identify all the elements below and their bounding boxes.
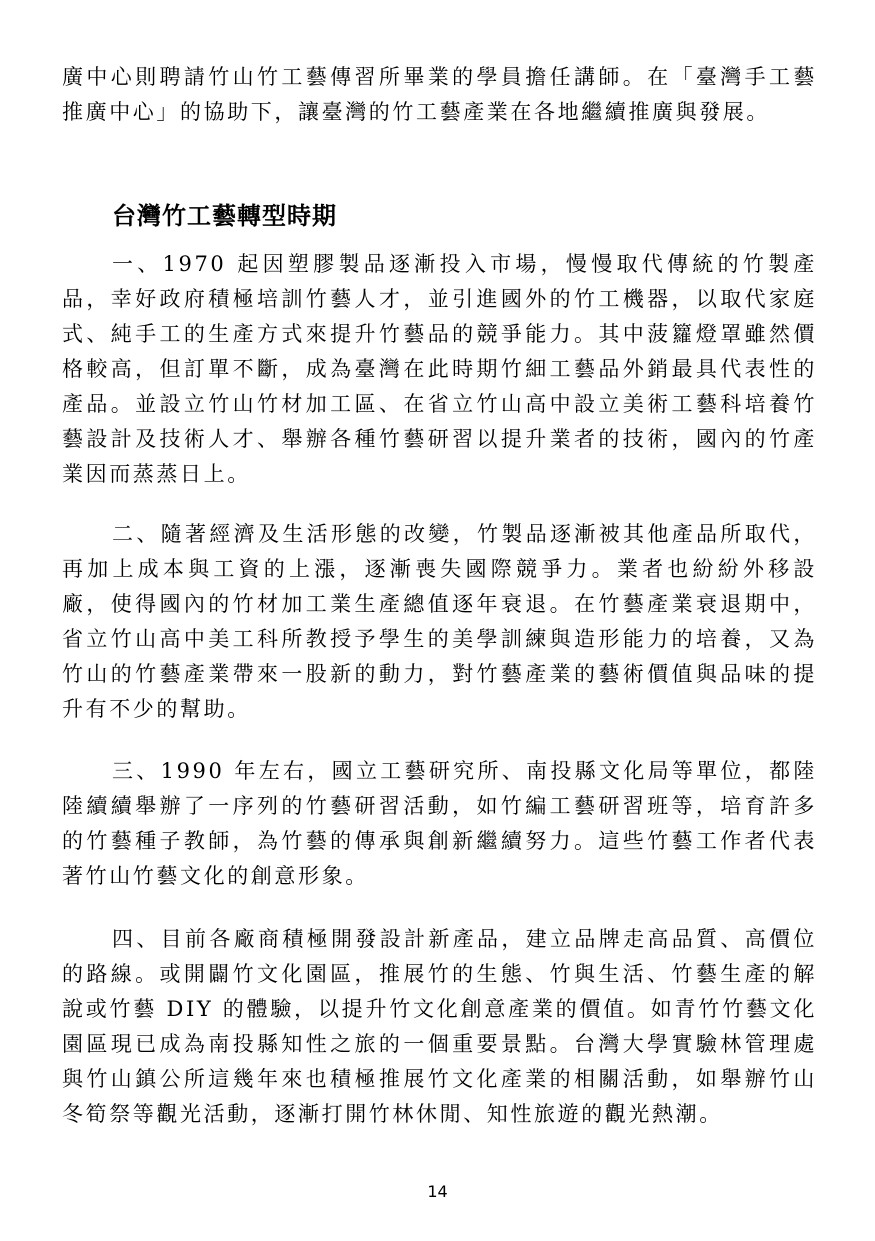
section-heading: 台灣竹工藝轉型時期 xyxy=(112,202,337,230)
paragraph-1: 一、1970 起因塑膠製品逐漸投入市場，慢慢取代傳統的竹製產品，幸好政府積極培訓竹藝人才，並引進國外的竹工機器，以取代家庭式、純手工的生產方式來提升竹藝品的競爭能力。其中菠籮燈罩雖然價格較高，但訂單不斷，成為臺灣在此時期竹細工藝品外銷最具代表性的產品。並設立竹山竹材加工區、在省立竹山高中設立美術工藝科培養竹藝設計及技術人才、舉辦各種竹藝研習以提升業者的技術，國內的竹產業因而蒸蒸日上。 xyxy=(62,252,817,486)
page-number: 14 xyxy=(427,1182,448,1201)
paragraph-2: 二、隨著經濟及生活形態的改變，竹製品逐漸被其他產品所取代，再加上成本與工資的上漲，逐漸喪失國際競爭力。業者也紛紛外移設廠，使得國內的竹材加工業生產總值逐年衰退。在竹藝產業衰退期中，省立竹山高中美工科所教授予學生的美學訓練與造形能力的培養，又為竹山的竹藝產業帶來一股新的動力，對竹藝產業的藝術價值與品味的提升有不少的幫助。 xyxy=(62,522,817,721)
continued-paragraph: 廣中心則聘請竹山竹工藝傳習所畢業的學員擔任講師。在「臺灣手工藝推廣中心」的協助下，讓臺灣的竹工藝產業在各地繼續推廣與發展。 xyxy=(62,65,817,124)
paragraph-3: 三、1990 年左右，國立工藝研究所、南投縣文化局等單位，都陸陸續續舉辦了一序列的竹藝研習活動，如竹編工藝研習班等，培育許多的竹藝種子教師，為竹藝的傳承與創新繼續努力。這些竹藝工作者代表著竹山竹藝文化的創意形象。 xyxy=(62,759,817,888)
paragraph-4: 四、目前各廠商積極開發設計新產品，建立品牌走高品質、高價位的路線。或開闢竹文化園區，推展竹的生態、竹與生活、竹藝生產的解說或竹藝 DIY 的體驗，以提升竹文化創意產業的價值。如青竹竹藝文化園區現已成為南投縣知性之旅的一個重要景點。台灣大學實驗林管理處與竹山鎮公所這幾年來也積極推展竹文化產業的相關活動，如舉辦竹山冬筍祭等觀光活動，逐漸打開竹林休閒、知性旅遊的觀光熱潮。 xyxy=(62,927,817,1126)
